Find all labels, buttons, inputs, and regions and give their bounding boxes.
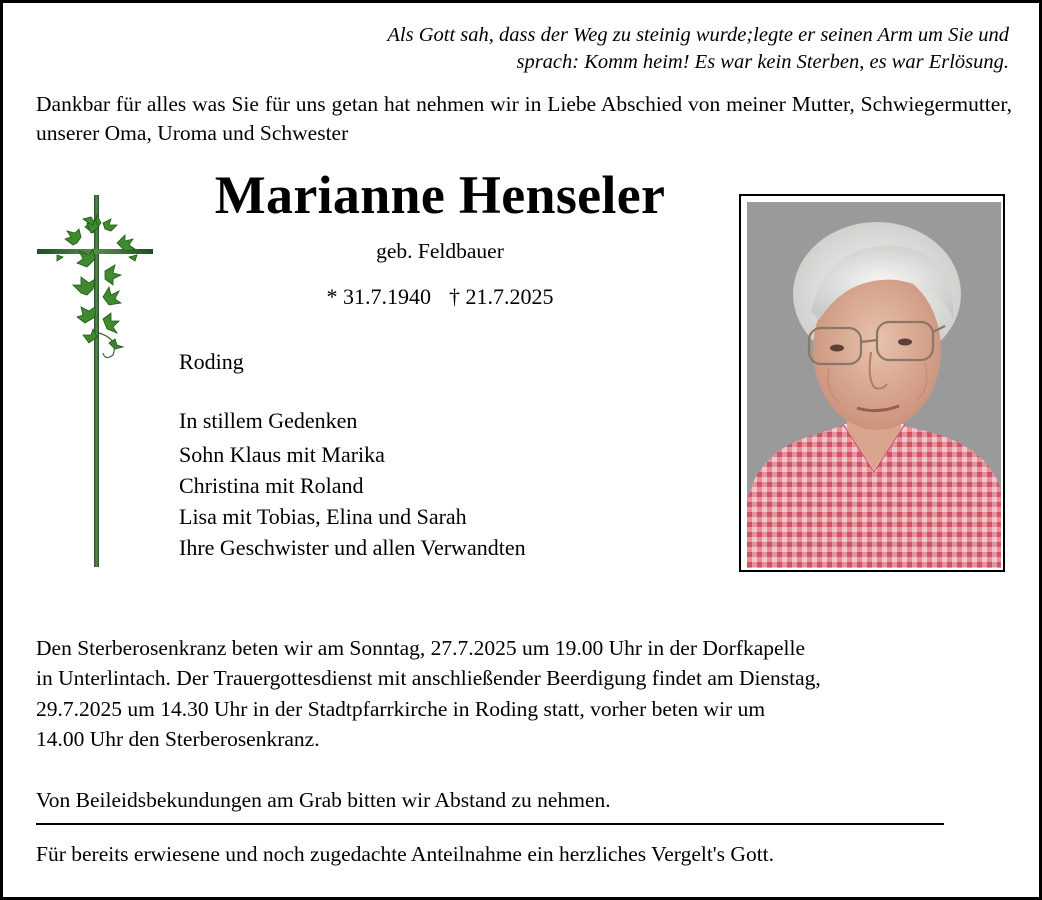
service-line: in Unterlintach. Der Trauergottesdienst mit anschließender Beerdigung findet am Dienstag, <box>36 666 821 691</box>
service-line: 29.7.2025 um 14.30 Uhr in der Stadtpfarrkirche in Roding statt, vorher beten wir um <box>36 696 766 721</box>
mourner-line: Christina mit Roland <box>179 473 364 498</box>
thanks-text: Für bereits erwiesene und noch zugedachte Anteilnahme ein herzliches Vergelt's Gott. <box>36 842 775 866</box>
mourners-list <box>179 405 526 563</box>
divider-line <box>36 823 944 825</box>
mourner-line: Sohn Klaus mit Marika <box>179 442 385 467</box>
bible-quote <box>249 22 1009 76</box>
service-line: 14.00 Uhr den Sterberosenkranz. <box>36 726 320 751</box>
service-line: Den Sterberosenkranz beten wir am Sonntag, 27.7.2025 um 19.00 Uhr in der Dorfkapelle <box>36 636 806 660</box>
quote-line-1: Als Gott sah, dass der Weg zu steinig wurde;legte er seinen Arm um Sie und <box>387 24 1009 46</box>
intro-text: Dankbar für alles was Sie für uns getan hat nehmen wir in Liebe Abschied von meiner Mutter, Schwiegermutter, unserer Oma, Uroma und Schwester <box>36 92 1012 145</box>
portrait-photo <box>747 202 1001 568</box>
condolence-request: Von Beileidsbekundungen am Grab bitten wir Abstand zu nehmen. <box>36 788 611 812</box>
residence-place: Roding <box>179 349 244 374</box>
portrait-frame <box>739 194 1005 572</box>
deceased-name: Marianne Henseler <box>214 165 666 225</box>
mourners-heading: In stillem Gedenken <box>179 408 358 433</box>
maiden-name: geb. Feldbauer <box>376 239 504 263</box>
quote-line-2: sprach: Komm heim! Es war kein Sterben, es war Erlösung. <box>516 51 1009 73</box>
service-announcement <box>36 633 1008 754</box>
death-date: † 21.7.2025 <box>449 284 554 309</box>
mourner-line: Lisa mit Tobias, Elina und Sarah <box>179 504 467 529</box>
birth-date: * 31.7.1940 <box>326 284 431 309</box>
mourner-line: Ihre Geschwister und allen Verwandten <box>179 535 526 560</box>
